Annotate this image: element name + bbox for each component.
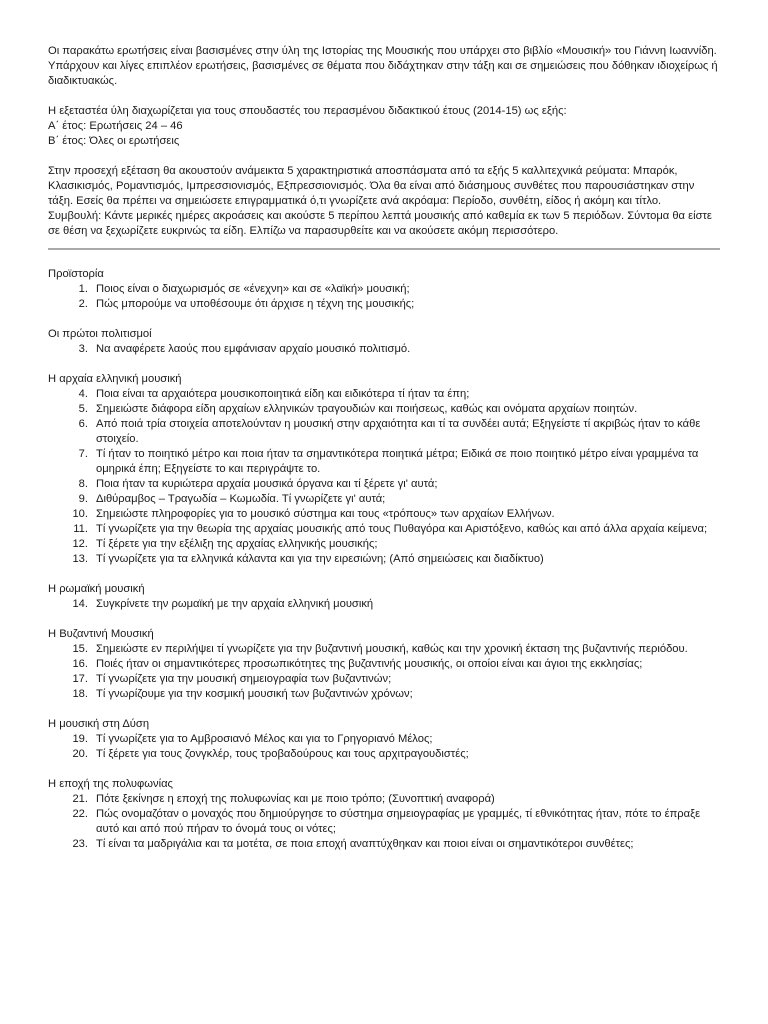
question-text: Διθύραμβος – Τραγωδία – Κωμωδία. Τί γνωρίζετε γι' αυτά; [96, 493, 386, 505]
question-number: 17. [72, 673, 88, 685]
question-item [48, 297, 720, 312]
question-item [48, 552, 720, 567]
question-section [48, 627, 720, 702]
question-number: 18. [72, 688, 88, 700]
question-number: 1. [78, 283, 88, 295]
section-title: Η μουσική στη Δύση [48, 718, 150, 730]
question-item [48, 342, 720, 357]
section-title: Η Βυζαντινή Μουσική [48, 628, 154, 640]
question-text: Τί γνωρίζουμε για την κοσμική μουσική των βυζαντινών χρόνων; [96, 688, 413, 700]
question-list [48, 387, 720, 567]
question-number: 12. [72, 538, 88, 550]
question-text: Ποια είναι τα αρχαιότερα μουσικοποιητικά είδη και ειδικότερα τί ήταν τα έπη; [96, 388, 470, 400]
question-text: Ποιές ήταν οι σημαντικότερες προσωπικότητες της βυζαντινής μουσικής, οι οποίοι είναι και άγιοι της εκκλησίας; [96, 658, 643, 670]
question-item [48, 597, 720, 612]
question-number: 7. [78, 448, 88, 460]
question-list [48, 642, 720, 702]
question-sections [48, 267, 720, 852]
question-number: 19. [72, 733, 88, 745]
question-text: Τί ξέρετε για τους ζονγκλέρ, τους τροβαδούρους και τους αρχιτραγουδιστές; [96, 748, 469, 760]
question-text: Σημειώστε διάφορα είδη αρχαίων ελληνικών τραγουδιών και ποιήσεως, καθώς και ονόματα αρχαίων ποιητών. [96, 403, 638, 415]
question-list [48, 792, 720, 852]
syllabus-paragraph: Η εξεταστέα ύλη διαχωρίζεται για τους σπουδαστές του περασμένου διδακτικού έτους (2014-15) ως εξής: [48, 105, 567, 117]
question-item [48, 282, 720, 297]
question-section [48, 267, 720, 312]
question-section [48, 327, 720, 357]
question-item [48, 792, 720, 807]
spacer [48, 89, 720, 104]
question-text: Τί ήταν το ποιητικό μέτρο και ποια ήταν τα σημαντικότερα ποιητικά μέτρα; Ειδικά σε ποιο ποιητικό μέτρο είναι γραμμένα τα ομηρικά έπη; Εξηγείστε το και περιγράψτε το. [96, 448, 699, 475]
question-item [48, 507, 720, 522]
question-list [48, 282, 720, 312]
question-number: 9. [78, 493, 88, 505]
question-text: Σημειώστε πληροφορίες για το μουσικό σύστημα και τους «τρόπους» των αρχαίων Ελλήνων. [96, 508, 555, 520]
question-item [48, 417, 720, 447]
question-number: 11. [73, 523, 88, 535]
section-title: Προϊστορία [48, 268, 104, 280]
question-number: 5. [78, 403, 88, 415]
section-title: Η αρχαία ελληνική μουσική [48, 373, 182, 385]
question-section [48, 717, 720, 762]
question-item [48, 732, 720, 747]
year-b-line: Β΄ έτος: Όλες οι ερωτήσεις [48, 135, 180, 147]
question-text: Από ποιά τρία στοιχεία αποτελούνταν η μουσική στην αρχαιότητα και τί τα συνδέει αυτά; Εξηγείστε τί ακριβώς ήταν το κάθε στοιχείο. [96, 418, 701, 445]
question-section [48, 777, 720, 852]
question-text: Τί ξέρετε για την εξέλιξη της αρχαίας ελληνικής μουσικής; [96, 538, 378, 550]
question-text: Τί γνωρίζετε για το Αμβροσιανό Μέλος και για το Γρηγοριανό Μέλος; [96, 733, 433, 745]
question-text: Πώς μπορούμε να υποθέσουμε ότι άρχισε η τέχνη της μουσικής; [96, 298, 415, 310]
question-item [48, 447, 720, 477]
question-text: Πώς ονομαζόταν ο μοναχός που δημιούργησε το σύστημα σημειογραφίας με γραμμές, τί εθνικότητας ήταν, πότε το έπραξε αυτό και από πού πήραν το όνομά τους οι νότες; [96, 808, 701, 835]
question-text: Ποιος είναι ο διαχωρισμός σε «ένεχνη» και σε «λαϊκή» μουσική; [96, 283, 410, 295]
question-number: 2. [78, 298, 88, 310]
question-number: 4. [78, 388, 88, 400]
section-title: Οι πρώτοι πολιτισμοί [48, 328, 152, 340]
question-item [48, 387, 720, 402]
document-page [48, 44, 720, 867]
question-item [48, 837, 720, 852]
question-list [48, 732, 720, 762]
question-item [48, 492, 720, 507]
question-text: Τί είναι τα μαδριγάλια και τα μοτέτα, σε ποια εποχή αναπτύχθηκαν και ποιοι είναι οι σημαντικότεροι συνθέτες; [96, 838, 634, 850]
intro-paragraph: Οι παρακάτω ερωτήσεις είναι βασισμένες στην ύλη της Ιστορίας της Μουσικής που υπάρχει στο βιβλίο «Μουσική» του Γιάννη Ιωαννίδη. Υπάρχουν και λίγες επιπλέον ερωτήσεις, βασισμένες σε θέματα που διδάχτηκαν στην τάξη και σε σημειώσεις που δόθηκαν ιδιοχείρως ή διαδικτυακώς. [48, 45, 718, 87]
question-text: Να αναφέρετε λαούς που εμφάνισαν αρχαίο μουσικό πολιτισμό. [96, 343, 411, 355]
question-number: 8. [78, 478, 88, 490]
question-number: 15. [72, 643, 88, 655]
question-number: 21. [72, 793, 88, 805]
question-text: Σημειώστε εν περιλήψει τί γνωρίζετε για την βυζαντινή μουσική, καθώς και την χρονική έκταση της βυζαντινής περιόδου. [96, 643, 688, 655]
question-item [48, 687, 720, 702]
question-number: 13. [72, 553, 88, 565]
question-number: 23. [72, 838, 88, 850]
question-item [48, 522, 720, 537]
question-text: Συγκρίνετε την ρωμαϊκή με την αρχαία ελληνική μουσική [96, 598, 374, 610]
question-text: Τί γνωρίζετε για την θεωρία της αρχαίας μουσικής από τους Πυθαγόρα και Αριστόξενο, καθώς και από άλλα αρχαία κείμενα; [96, 523, 708, 535]
question-item [48, 807, 720, 837]
question-section [48, 372, 720, 567]
question-number: 10. [72, 508, 88, 520]
question-list [48, 597, 720, 612]
question-item [48, 642, 720, 657]
year-a-line: Α΄ έτος: Ερωτήσεις 24 – 46 [48, 120, 183, 132]
question-list [48, 342, 720, 357]
question-text: Τί γνωρίζετε για την μουσική σημειογραφία των βυζαντινών; [96, 673, 392, 685]
question-number: 14. [72, 598, 88, 610]
question-item [48, 477, 720, 492]
horizontal-divider [48, 248, 720, 250]
question-number: 16. [72, 658, 88, 670]
question-text: Τί γνωρίζετε για τα ελληνικά κάλαντα και για την ειρεσιώνη; (Από σημειώσεις και διαδίκτυο) [96, 553, 544, 565]
question-number: 20. [72, 748, 88, 760]
spacer [48, 149, 720, 164]
question-item [48, 747, 720, 762]
question-text: Ποια ήταν τα κυριώτερα αρχαία μουσικά όργανα και τί ξέρετε γι' αυτά; [96, 478, 438, 490]
question-item [48, 402, 720, 417]
question-number: 6. [78, 418, 88, 430]
question-text: Πότε ξεκίνησε η εποχή της πολυφωνίας και με ποιο τρόπο; (Συνοπτική αναφορά) [96, 793, 495, 805]
question-item [48, 537, 720, 552]
section-title: Η ρωμαϊκή μουσική [48, 583, 145, 595]
listening-exam-paragraph: Στην προσεχή εξέταση θα ακουστούν ανάμεικτα 5 χαρακτηριστικά αποσπάσματα από τα εξής 5 καλλιτεχνικά ρεύματα: Μπαρόκ, Κλασικισμός, Ρομαντισμός, Ιμπρεσσιονισμός, Εξπρεσσιονισμός. Όλα θα είναι από διάσημους συνθέτες που παρουσιάστηκαν στην τάξη. Εσείς θα πρέπει να σημειώσετε επιγραμματικά ό,τι γνωρίζετε ανά ακρόαμα: Περίοδο, συνθέτη, είδος ή ακόμη και τίτλο. [48, 165, 695, 207]
advice-paragraph: Συμβουλή: Κάντε μερικές ημέρες ακροάσεις και ακούστε 5 περίπου λεπτά μουσικής από καθεμία εκ των 5 περιόδων. Σύντομα θα είστε σε θέση να ξεχωρίζετε ευκρινώς τα είδη. Ελπίζω να παρασυρθείτε και να ακούσετε ακόμη περισσότερο. [48, 210, 712, 237]
question-number: 3. [78, 343, 88, 355]
section-title: Η εποχή της πολυφωνίας [48, 778, 173, 790]
question-section [48, 582, 720, 612]
question-item [48, 672, 720, 687]
question-number: 22. [72, 808, 88, 820]
question-item [48, 657, 720, 672]
